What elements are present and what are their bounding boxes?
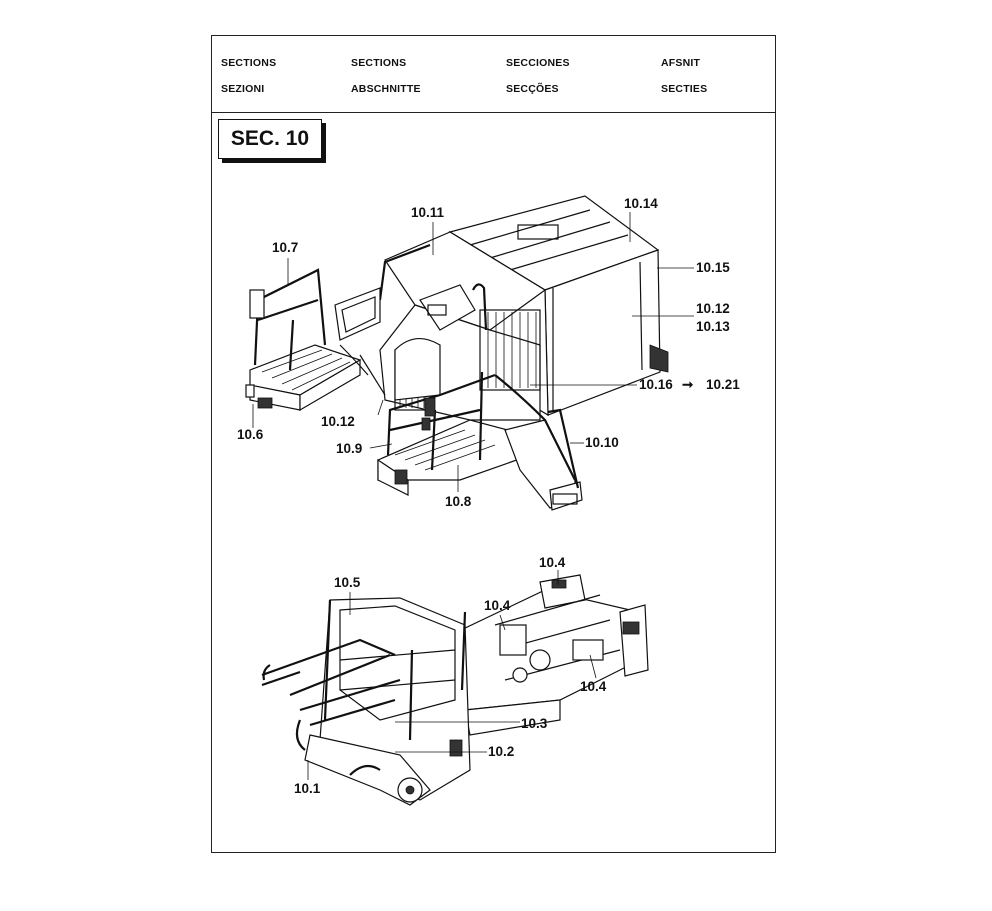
header-label-de: ABSCHNITTE <box>351 83 421 95</box>
header-label-it: SEZIONI <box>221 83 265 95</box>
callout-10-10: 10.10 <box>585 435 619 450</box>
header-label-pt: SECÇÕES <box>506 83 559 95</box>
callout-10-4-mid: 10.4 <box>484 598 511 613</box>
callout-10-21: 10.21 <box>706 377 740 392</box>
callout-10-2: 10.2 <box>488 744 515 759</box>
header-label-nl: SECTIES <box>661 83 708 95</box>
callout-10-7: 10.7 <box>272 240 299 255</box>
callout-10-16: 10.16 <box>639 377 673 392</box>
callout-10-3: 10.3 <box>521 716 548 731</box>
callout-10-13: 10.13 <box>696 319 730 334</box>
cab-assembly-drawing <box>246 196 668 510</box>
callout-10-15: 10.15 <box>696 260 730 275</box>
header-label-es: SECCIONES <box>506 57 570 69</box>
callout-10-4-top: 10.4 <box>539 555 566 570</box>
callout-10-9: 10.9 <box>336 441 363 456</box>
range-arrow-icon: ➞ <box>682 377 694 392</box>
callout-10-12-right: 10.12 <box>696 301 730 316</box>
callout-10-5: 10.5 <box>334 575 361 590</box>
callout-10-8: 10.8 <box>445 494 472 509</box>
callout-10-1: 10.1 <box>294 781 321 796</box>
callout-10-4-right: 10.4 <box>580 679 607 694</box>
header-label-da: AFSNIT <box>661 57 701 69</box>
header-label-en: SECTIONS <box>221 57 277 69</box>
header-label-fr: SECTIONS <box>351 57 407 69</box>
callout-10-11: 10.11 <box>411 205 445 220</box>
callout-10-14: 10.14 <box>624 196 658 211</box>
callout-10-6: 10.6 <box>237 427 264 442</box>
callout-10-12-left: 10.12 <box>321 414 355 429</box>
section-title: SEC. 10 <box>230 127 310 150</box>
